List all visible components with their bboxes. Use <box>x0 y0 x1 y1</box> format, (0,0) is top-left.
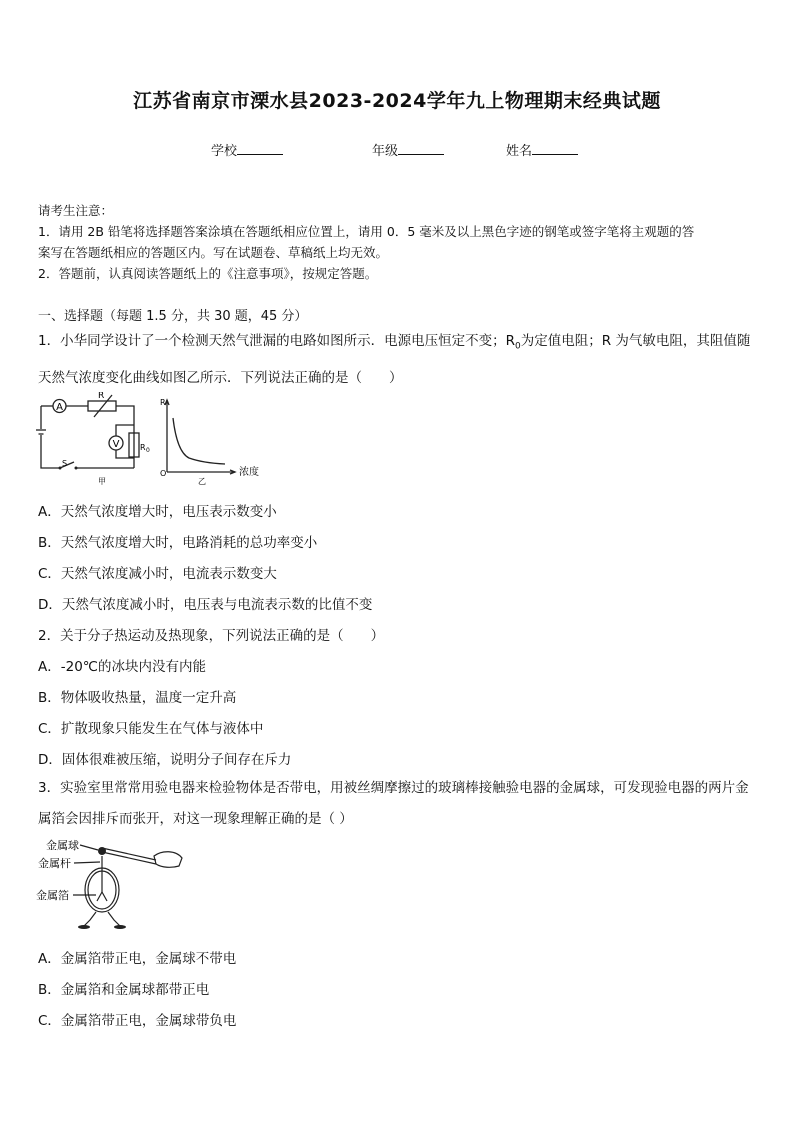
wire-left-lower <box>41 435 60 468</box>
resistor-r-label: R <box>98 392 105 401</box>
page-title: 江苏省南京市溧水县2023-2024学年九上物理期末经典试题 <box>133 90 661 112</box>
switch-label: S <box>62 459 68 468</box>
q3-option-c: C．金属箔带正电，金属球带负电 <box>38 1013 237 1029</box>
grade-blank <box>398 142 444 155</box>
name-field <box>506 140 578 159</box>
q3-figure <box>36 836 196 932</box>
notice-line-1a: 1．请用 2B 铅笔将选择题答案涂填在答题纸相应位置上，请用 0．5 毫米及以上黑色字迹的钢笔或签字笔将主观题的答 <box>38 224 695 239</box>
metal-foil-leaves <box>97 892 107 901</box>
grade-field <box>372 140 444 159</box>
q1-option-a: A．天然气浓度增大时，电压表示数变小 <box>38 504 277 520</box>
name-blank <box>532 142 578 155</box>
school-blank <box>237 142 283 155</box>
wire-v-top <box>116 425 134 436</box>
q1-stem <box>38 326 758 394</box>
electroscope-stand <box>84 912 120 926</box>
label-metal-ball: 金属球 <box>46 839 79 852</box>
name-label: 姓名 <box>506 144 533 159</box>
q3-option-a: A．金属箔带正电，金属球不带电 <box>38 951 237 967</box>
stand-foot-left <box>78 925 90 929</box>
q2-option-c: C．扩散现象只能发生在气体与液体中 <box>38 721 264 737</box>
q1-option-b: B．天然气浓度增大时，电路消耗的总功率变小 <box>38 535 318 551</box>
ammeter-label: A <box>56 402 63 413</box>
voltmeter-label: V <box>112 439 120 450</box>
q1-stem-sub: 0 <box>514 341 521 352</box>
q2-option-a: A．-20℃的冰块内没有内能 <box>38 659 206 675</box>
q2-stem: 2．关于分子热运动及热现象，下列说法正确的是（ ） <box>38 628 385 644</box>
q3-stem: 3．实验室里常常用验电器来检验物体是否带电，用被丝绸摩擦过的玻璃棒接触验电器的金属球，可发现验电器的两片金属箔会因排斥而张开，对这一现象理解正确的是（ ） <box>38 780 749 827</box>
switch-contact-right <box>75 467 78 470</box>
graph-y-label: R <box>160 398 166 407</box>
stand-foot-right <box>114 925 126 929</box>
notice-line-2: 2．答题前，认真阅读答题纸上的《注意事项》，按规定答题。 <box>38 266 378 281</box>
q3-option-b: B．金属箔和金属球都带正电 <box>38 982 210 998</box>
figure-jia-label: 甲 <box>98 477 106 486</box>
q1-figure <box>36 392 286 488</box>
graph-x-label: 浓度 <box>239 467 259 478</box>
pointer-ball <box>80 845 98 850</box>
q1-stem-b: 为定值电阻；R 为气敏电阻，其阻值随天然气浓度变化曲线如图乙所示．下列说法正确的是（ ） <box>38 333 751 386</box>
resistor-r0-label: R <box>140 443 146 452</box>
hand-outline <box>154 852 182 868</box>
school-field <box>211 140 283 159</box>
resistor-r0-sub: 0 <box>146 447 150 454</box>
r-vs-concentration-curve <box>173 418 225 464</box>
metal-ball <box>98 847 106 855</box>
q1-stem-a: 1．小华同学设计了一个检测天然气泄漏的电路如图所示．电源电压恒定不变；R <box>38 333 515 349</box>
label-metal-foil: 金属箔 <box>36 889 69 902</box>
school-label: 学校 <box>211 144 238 159</box>
q1-option-d: D．天然气浓度减小时，电压表与电流表示数的比值不变 <box>38 597 373 613</box>
q2-option-b: B．物体吸收热量，温度一定升高 <box>38 690 237 706</box>
label-metal-rod: 金属杆 <box>38 857 71 870</box>
q1-option-c: C．天然气浓度减小时，电流表示数变大 <box>38 566 277 582</box>
grade-label: 年级 <box>372 144 399 159</box>
notice-line-1b: 案写在答题纸相应的答题区内。写在试题卷、草稿纸上均无效。 <box>38 245 389 260</box>
notice-heading: 请考生注意： <box>38 203 114 218</box>
q2-option-d: D．固体很难被压缩，说明分子间存在斥力 <box>38 752 292 768</box>
pointer-rod <box>74 862 100 863</box>
variable-resistor <box>88 401 116 411</box>
figure-yi-label: 乙 <box>198 477 206 486</box>
section-heading: 一、选择题（每题 1.5 分，共 30 题，45 分） <box>38 309 308 324</box>
graph-origin-label: O <box>160 469 167 478</box>
